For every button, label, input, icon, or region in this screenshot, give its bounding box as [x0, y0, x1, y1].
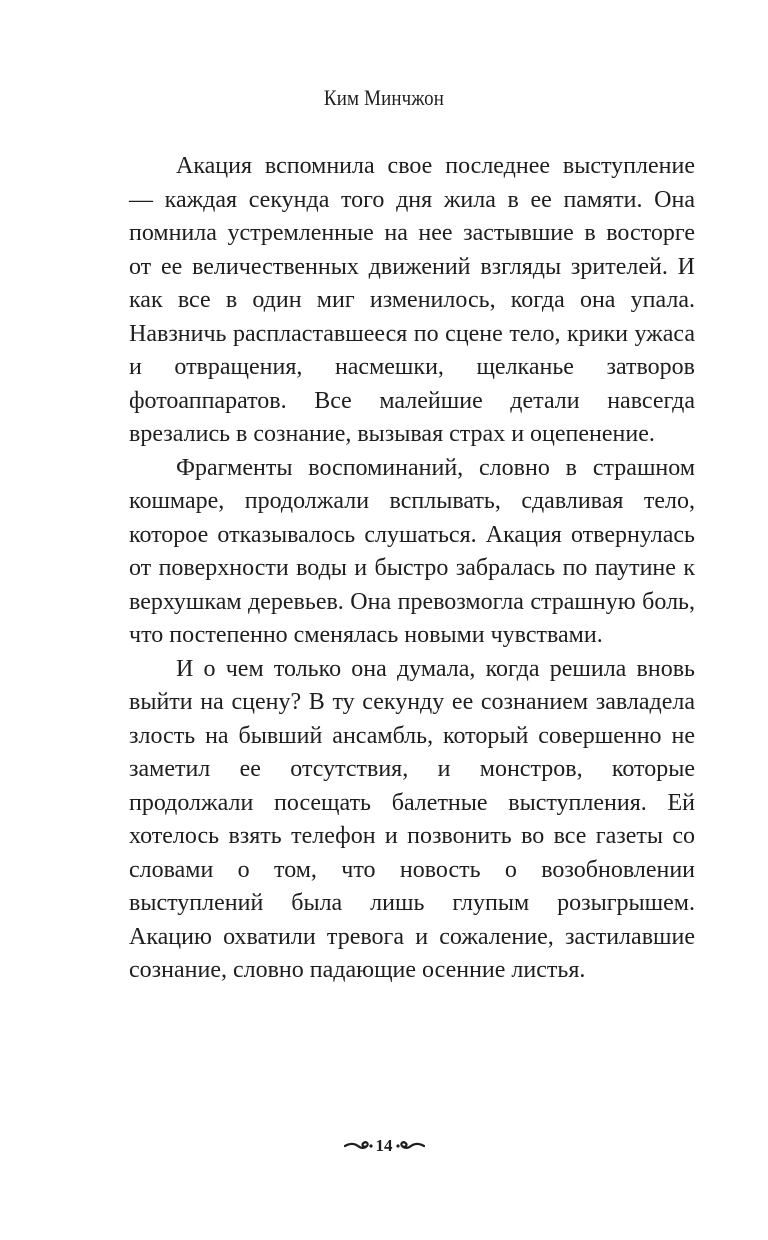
body-text — [129, 150, 695, 988]
scroll-ornament-right-icon — [395, 1138, 425, 1154]
running-header-author: Ким Минчжон — [323, 85, 445, 110]
scroll-ornament-left-icon — [344, 1138, 374, 1154]
paragraph-2: Фрагменты воспоминаний, словно в страшном кошмаре, продолжали всплывать, сдавливая тело, которое отказывалось слушаться. Акация отвернулась от поверхности воды и быстро забралась по паутине к верхушкам деревьев. Она превозмогла страшную боль, что постепенно сменялась новыми чувствами. — [129, 454, 695, 648]
page-footer — [0, 1136, 768, 1156]
paragraph-3: И о чем только она думала, когда решила вновь выйти на сцену? В ту секунду ее сознанием завладела злость на бывший ансамбль, который совершенно не заметил ее отсутствия, и монстров, которые продолжали посещать балетные выступления. Ей хотелось взять телефон и позвонить во все газеты со словами о том, что новость о возобновлении выступлений была лишь глупым розыгрышем. Акацию охватили тревога и сожаление, застилавшие сознание, словно падающие осенние листья. — [129, 655, 695, 983]
page-number: 14 — [375, 1136, 393, 1155]
paragraph-1: Акация вспомнила свое последнее выступление — каждая секунда того дня жила в ее памяти. Она помнила устремленные на нее застывшие в восторге от ее величественных движений взгляды зрителей. И как все в один миг изменилось, когда она упала. Навзничь распластавшееся по сцене тело, крики ужаса и отвращения, насмешки, щелканье затворов фотоаппаратов. Все малейшие детали навсегда врезались в сознание, вызывая страх и оцепенение. — [129, 153, 695, 447]
